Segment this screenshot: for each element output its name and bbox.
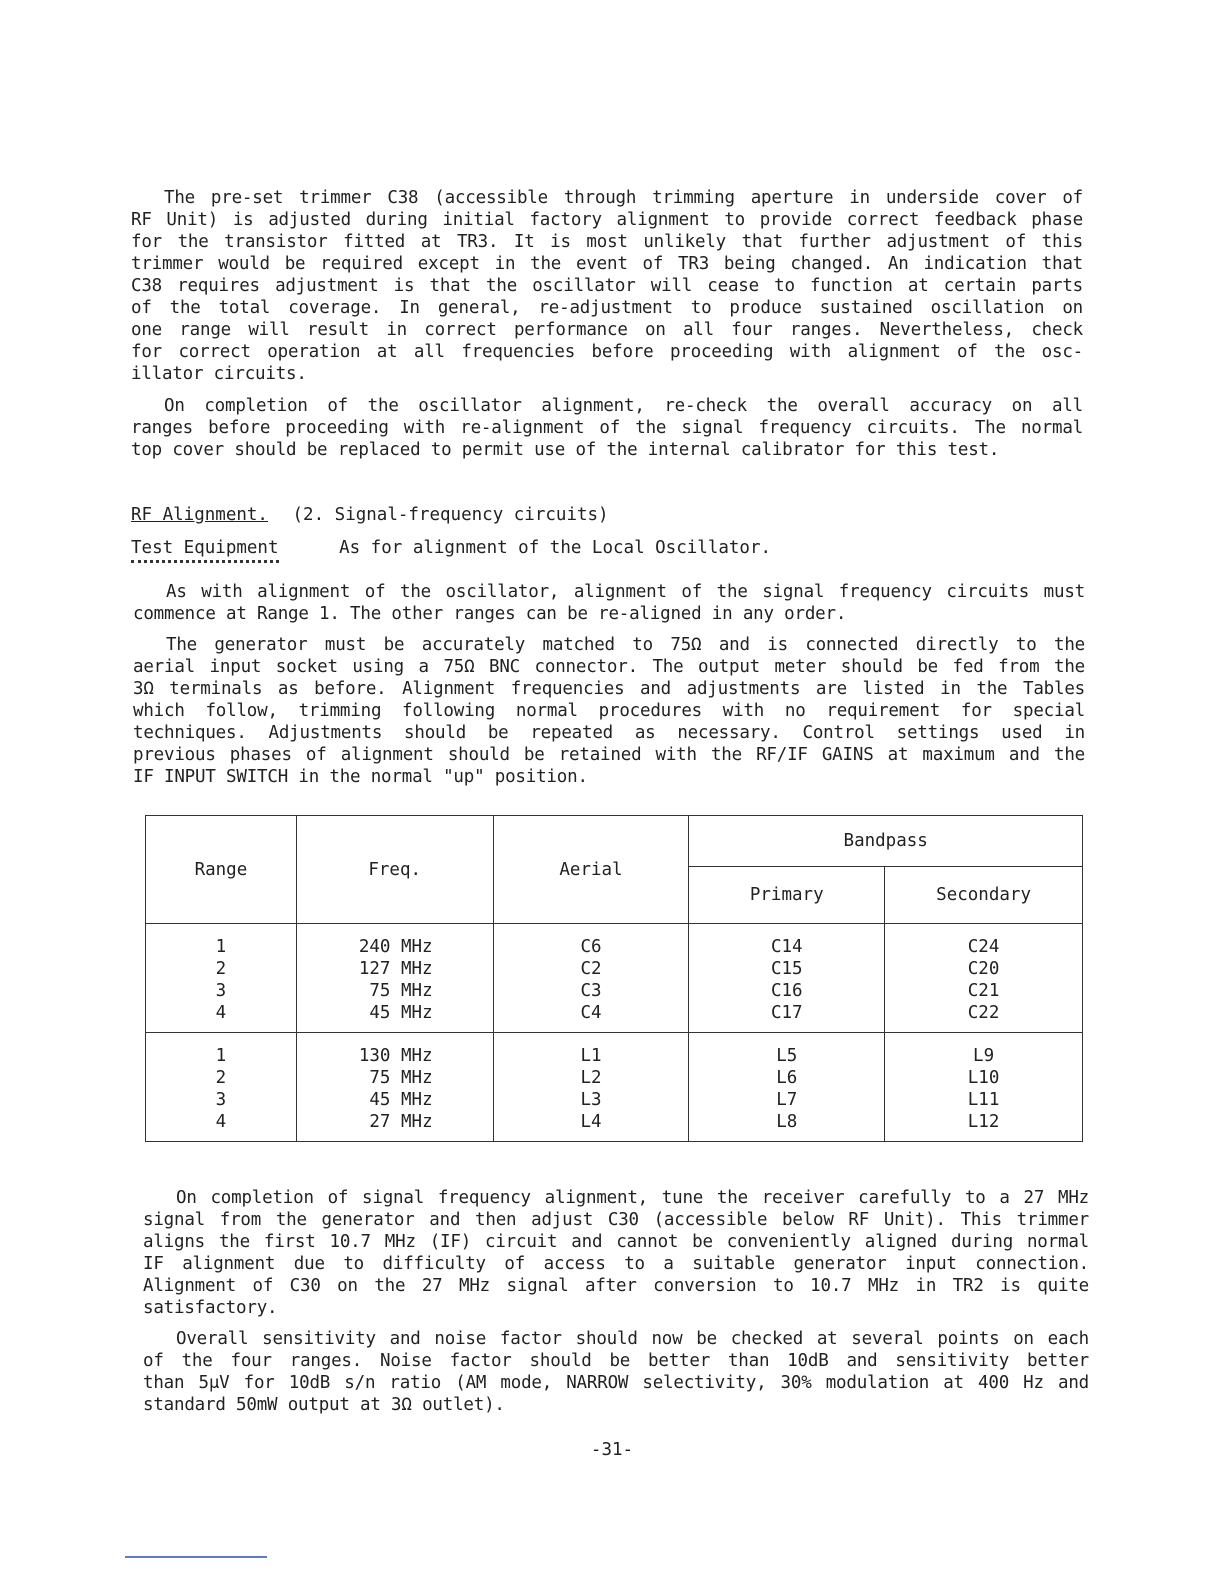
text-line: illator circuits. <box>131 364 307 384</box>
cell-value: L9 <box>973 1046 995 1066</box>
paragraph-generator <box>133 634 1085 788</box>
cell-value: L2 <box>580 1068 602 1088</box>
cell-value: L6 <box>776 1068 798 1088</box>
paragraph-sensitivity <box>143 1328 1089 1416</box>
cell-primary <box>689 1033 885 1142</box>
text-line: On completion of signal frequency alignment, tune the receiver carefully to a 27 MHz <box>176 1188 1089 1208</box>
cell-aerial <box>493 1033 689 1142</box>
cell-primary <box>689 924 885 1033</box>
cell-value: C21 <box>967 981 1000 1001</box>
footer-rule <box>125 1556 267 1558</box>
text-line: The generator must be accurately matched to 75Ω and is connected directly to the <box>166 635 1085 655</box>
test-equipment-label: Test Equipment <box>131 538 279 563</box>
cell-value: 240 MHz <box>358 937 433 957</box>
cell-value: 45 MHz <box>369 1090 433 1110</box>
cell-value: 1 <box>215 1046 227 1066</box>
text-line: signal from the generator and then adjust C30 (accessible below RF Unit). This trimmer <box>143 1210 1089 1230</box>
text-line: which follow, trimming following normal procedures with no requirement for special <box>133 701 1085 721</box>
cell-value: 1 <box>215 937 227 957</box>
cell-value: C15 <box>770 959 803 979</box>
cell-value: L4 <box>580 1112 602 1132</box>
cell-value: 2 <box>215 959 227 979</box>
cell-value: C14 <box>770 937 803 957</box>
cell-secondary <box>885 924 1083 1033</box>
text-line: for the transistor fitted at TR3. It is most unlikely that further adjustment of this <box>131 232 1083 252</box>
cell-freq <box>296 1033 493 1142</box>
text-line: of the total coverage. In general, re-adjustment to produce sustained oscillation on <box>131 298 1083 318</box>
cell-value: L1 <box>580 1046 602 1066</box>
cell-value: L12 <box>967 1112 1000 1132</box>
text-line: Alignment of C30 on the 27 MHz signal after conversion to 10.7 MHz in TR2 is quite <box>143 1276 1089 1296</box>
text-line: As with alignment of the oscillator, alignment of the signal frequency circuits must <box>166 582 1085 602</box>
header-secondary: Secondary <box>885 867 1083 924</box>
section-heading <box>131 505 609 525</box>
cell-value: 127 MHz <box>358 959 433 979</box>
header-bandpass: Bandpass <box>689 816 1083 867</box>
cell-secondary <box>885 1033 1083 1142</box>
cell-value: C4 <box>580 1003 602 1023</box>
cell-range <box>146 1033 297 1142</box>
cell-value: 75 MHz <box>369 1068 433 1088</box>
cell-value: 3 <box>215 1090 227 1110</box>
cell-freq <box>296 924 493 1033</box>
header-aerial: Aerial <box>493 816 689 924</box>
paragraph-signal-frequency <box>133 581 1085 625</box>
text-line: than 5μV for 10dB s/n ratio (AM mode, NARROW selectivity, 30% modulation at 400 Hz and <box>143 1373 1089 1393</box>
text-line: IF alignment due to difficulty of access to a suitable generator input connection. <box>143 1254 1089 1274</box>
cell-value: C16 <box>770 981 803 1001</box>
cell-value: L5 <box>776 1046 798 1066</box>
alignment-table <box>145 815 1083 1142</box>
cell-value: C24 <box>967 937 1000 957</box>
text-line: for correct operation at all frequencies before proceeding with alignment of the osc- <box>131 342 1083 362</box>
text-line: C38 requires adjustment is that the oscillator will cease to function at certain parts <box>131 276 1083 296</box>
text-line: aerial input socket using a 75Ω BNC connector. The output meter should be fed from the <box>133 657 1085 677</box>
cell-value: C2 <box>580 959 602 979</box>
text-line: ranges before proceeding with re-alignment of the signal frequency circuits. The normal <box>131 418 1083 438</box>
cell-aerial <box>493 924 689 1033</box>
paragraph-c30-alignment <box>143 1187 1089 1319</box>
paragraph-oscillator-completion <box>131 395 1083 461</box>
cell-value: 4 <box>215 1112 227 1132</box>
header-primary: Primary <box>689 867 885 924</box>
cell-range <box>146 924 297 1033</box>
header-range: Range <box>146 816 297 924</box>
header-freq: Freq. <box>296 816 493 924</box>
text-line: trimmer would be required except in the event of TR3 being changed. An indication that <box>131 254 1083 274</box>
cell-value: 27 MHz <box>369 1112 433 1132</box>
section-title: RF Alignment. <box>131 505 268 525</box>
cell-value: L3 <box>580 1090 602 1110</box>
text-line: Overall sensitivity and noise factor should now be checked at several points on each <box>176 1329 1089 1349</box>
cell-value: 2 <box>215 1068 227 1088</box>
test-equipment-row <box>131 538 771 558</box>
cell-value: 4 <box>215 1003 227 1023</box>
cell-value: C20 <box>967 959 1000 979</box>
text-line: commence at Range 1. The other ranges can be re-aligned in any order. <box>133 604 847 624</box>
cell-value: C3 <box>580 981 602 1001</box>
cell-value: 45 MHz <box>369 1003 433 1023</box>
text-line: 3Ω terminals as before. Alignment frequencies and adjustments are listed in the Tables <box>133 679 1085 699</box>
text-line: of the four ranges. Noise factor should be better than 10dB and sensitivity better <box>143 1351 1089 1371</box>
text-line: techniques. Adjustments should be repeated as necessary. Control settings used in <box>133 723 1085 743</box>
text-line: On completion of the oscillator alignment, re-check the overall accuracy on all <box>164 396 1083 416</box>
table-row <box>146 924 1083 1033</box>
text-line: one range will result in correct performance on all four ranges. Nevertheless, check <box>131 320 1083 340</box>
cell-value: C22 <box>967 1003 1000 1023</box>
cell-value: L8 <box>776 1112 798 1132</box>
cell-value: 75 MHz <box>369 981 433 1001</box>
cell-value: L11 <box>967 1090 1000 1110</box>
cell-value: 3 <box>215 981 227 1001</box>
paragraph-trimmer-c38 <box>131 187 1083 385</box>
cell-value: C17 <box>770 1003 803 1023</box>
cell-value: L10 <box>967 1068 1000 1088</box>
text-line: satisfactory. <box>143 1298 278 1318</box>
section-subtitle: (2. Signal-frequency circuits) <box>292 505 609 525</box>
test-equipment-value: As for alignment of the Local Oscillator. <box>339 538 772 558</box>
text-line: RF Unit) is adjusted during initial factory alignment to provide correct feedback phase <box>131 210 1083 230</box>
cell-value: C6 <box>580 937 602 957</box>
table-header-row <box>146 816 1083 867</box>
text-line: IF INPUT SWITCH in the normal "up" position. <box>133 767 588 787</box>
page-number: -31- <box>590 1440 634 1460</box>
cell-value: 130 MHz <box>358 1046 433 1066</box>
text-line: The pre-set trimmer C38 (accessible through trimming aperture in underside cover of <box>164 188 1083 208</box>
table-row <box>146 1033 1083 1142</box>
cell-value: L7 <box>776 1090 798 1110</box>
text-line: top cover should be replaced to permit use of the internal calibrator for this test. <box>131 440 1000 460</box>
text-line: aligns the first 10.7 MHz (IF) circuit and cannot be conveniently aligned during normal <box>143 1232 1089 1252</box>
text-line: previous phases of alignment should be retained with the RF/IF GAINS at maximum and the <box>133 745 1085 765</box>
text-line: standard 50mW output at 3Ω outlet). <box>143 1395 505 1415</box>
